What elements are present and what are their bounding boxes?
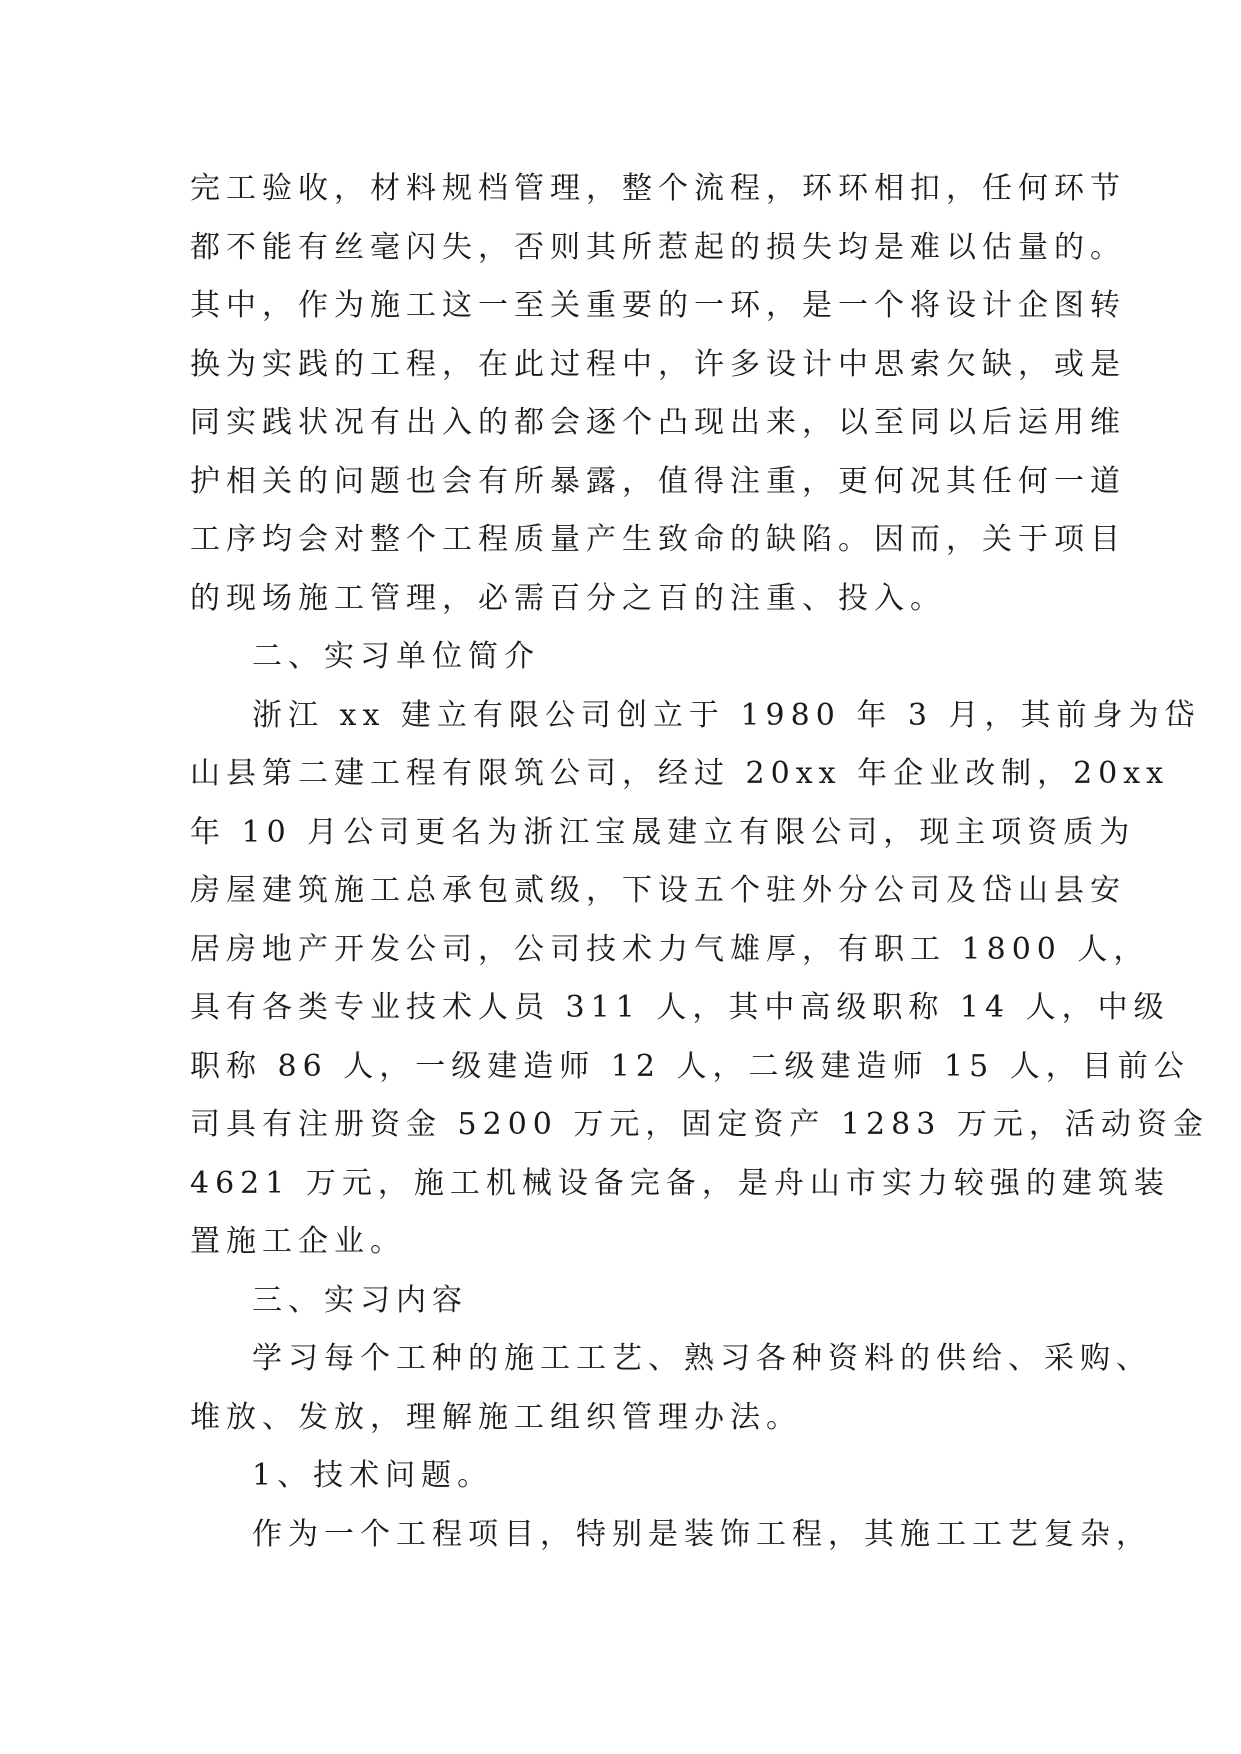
text-line: 司具有注册资金 5200 万元，固定资产 1283 万元，活动资金 [190,1107,1209,1142]
text-line: 房屋建筑施工总承包贰级，下设五个驻外分公司及岱山县安 [190,873,1126,908]
text-line: 职称 86 人，一级建造师 12 人，二级建造师 15 人，目前公 [190,1048,1190,1084]
text-line: 居房地产开发公司，公司技术力气雄厚，有职工 1800 人， [190,931,1150,967]
text-line: 年 10 月公司更名为浙江宝晟建立有限公司，现主项资质为 [190,814,1136,850]
text-line: 具有各类专业技术人员 311 人，其中高级职称 14 人，中级 [190,990,1170,1025]
text-line: 浙江 xx 建立有限公司创立于 1980 年 3 月，其前身为岱 [252,697,1201,733]
text-line: 4621 万元，施工机械设备完备，是舟山市实力较强的建筑装 [190,1165,1170,1201]
text-line: 其中，作为施工这一至关重要的一环，是一个将设计企图转 [190,288,1126,323]
section-heading: 三、实习内容 [252,1282,468,1318]
document-body [190,160,1209,1564]
text-line: 作为一个工程项目，特别是装饰工程，其施工工艺复杂， [252,1516,1152,1552]
text-line: 同实践状况有出入的都会逐个凸现出来，以至同以后运用维 [190,405,1126,440]
text-line: 的现场施工管理，必需百分之百的注重、投入。 [190,580,946,616]
text-line: 都不能有丝毫闪失，否则其所惹起的损失均是难以估量的。 [190,229,1126,265]
text-line: 山县第二建工程有限筑公司，经过 20xx 年企业改制，20xx [190,756,1170,791]
text-line: 置施工企业。 [190,1224,406,1259]
subsection-heading: 1、技术问题。 [252,1458,494,1493]
text-line: 堆放、发放，理解施工组织管理办法。 [190,1399,802,1435]
text-line: 护相关的问题也会有所暴露，值得注重，更何况其任何一道 [190,463,1126,499]
text-line: 换为实践的工程，在此过程中，许多设计中思索欠缺，或是 [190,346,1126,382]
text-line: 学习每个工种的施工工艺、熟习各种资料的供给、采购、 [252,1341,1152,1376]
text-line: 工序均会对整个工程质量产生致命的缺陷。因而，关于项目 [190,522,1126,557]
text-line: 完工验收，材料规档管理，整个流程，环环相扣，任何环节 [190,171,1126,206]
section-heading: 二、实习单位简介 [252,639,540,674]
